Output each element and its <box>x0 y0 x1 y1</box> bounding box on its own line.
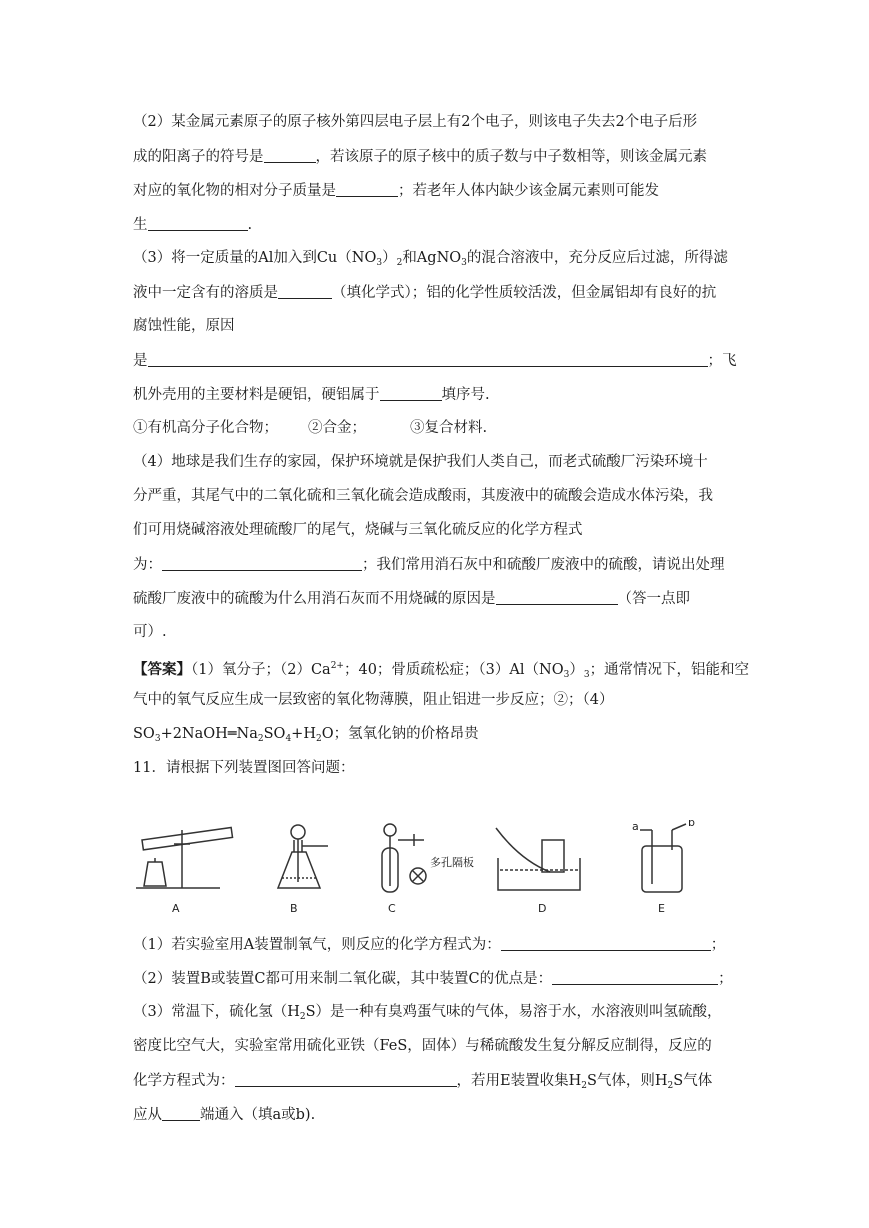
q11-text: （3）常温下，硫化氢（H <box>133 1004 300 1020</box>
q4-text: 硫酸厂废液中的硫酸为什么用消石灰而不用烧碱的原因是 <box>133 591 496 607</box>
q2-text: （2）某金属元素原子的原子核外第四层电子层上有2个电子，则该电子失去2个电子后形 <box>133 114 698 130</box>
apparatus-a-tube <box>142 827 233 849</box>
q4-line-5 <box>133 588 690 609</box>
answer-blank[interactable] <box>235 1070 457 1087</box>
answer-blank[interactable] <box>278 282 332 299</box>
answer-blank[interactable] <box>336 180 398 197</box>
q2-text: 成的阳离子的符号是 <box>133 149 264 165</box>
subscript: 3 <box>154 734 161 744</box>
answer-line-3 <box>133 724 479 749</box>
q4-text: ；我们常用消石灰中和硫酸厂废液中的硫酸，请说出处理 <box>362 557 725 573</box>
fig-label-c: C <box>388 902 396 915</box>
option-3: ③复合材料. <box>410 420 488 436</box>
subscript: 2 <box>667 1081 674 1091</box>
fig-c-text: 多孔隔板 <box>430 856 474 869</box>
answer-text: O；氢氧化钠的价格昂贵 <box>321 726 479 742</box>
q4-text: 可）. <box>133 624 167 640</box>
q11-sub-3-line-1 <box>133 1002 722 1027</box>
answer-text: +2NaOH═Na <box>160 726 258 742</box>
option-1: ①有机高分子化合物； <box>133 420 278 436</box>
answer-text: 气中的氧气反应生成一层致密的氧化物薄膜，阻止铝进一步反应；②；（4） <box>133 692 614 708</box>
q3-text: ） <box>382 250 397 266</box>
q11-sub-3-line-2 <box>133 1036 712 1056</box>
q11-text: ； <box>718 971 733 987</box>
q2-line-3 <box>133 180 659 201</box>
q11-text: S气体，则H <box>586 1073 668 1089</box>
fig-label-a: A <box>172 902 180 915</box>
q4-line-2 <box>133 486 713 506</box>
q11-sub-1 <box>133 934 725 955</box>
q11-title <box>133 758 354 778</box>
apparatus-figure <box>130 820 750 920</box>
apparatus-c-funnel <box>384 824 396 836</box>
answer-blank[interactable] <box>380 384 442 401</box>
q4-line-4 <box>133 554 725 575</box>
q3-text: （3）将一定质量的Al加入到Cu（NO <box>133 250 377 266</box>
q11-text: 化学方程式为： <box>133 1073 235 1089</box>
q2-text: 生 <box>133 217 148 233</box>
fig-label-d: D <box>538 902 547 915</box>
answer-text: ；40；骨质疏松症；（3）Al（NO <box>343 662 564 678</box>
answer-label: 【答案】 <box>133 661 191 678</box>
q3-text: 液中一定含有的溶质是 <box>133 285 278 301</box>
q4-text: 为： <box>133 557 162 573</box>
q2-line-4 <box>133 214 252 235</box>
q11-text: （2）装置B或装置C都可用来制二氧化碳，其中装置C的优点是： <box>133 971 553 987</box>
q11-sub-3-line-4 <box>133 1104 315 1125</box>
q4-line-3 <box>133 520 583 540</box>
apparatus-b-flask <box>278 852 320 888</box>
answer-line-2 <box>133 690 613 710</box>
q11-text: ； <box>710 937 726 953</box>
q11-text: S）是一种有臭鸡蛋气味的气体，易溶于水，水溶液则叫氢硫酸， <box>305 1004 722 1020</box>
fig-label-b: B <box>290 902 298 915</box>
answer-text: （1）氧分子；（2）Ca <box>191 662 331 678</box>
answer-text: ；通常情况下，铝能和空 <box>589 662 750 678</box>
q3-text: ；飞 <box>707 353 737 369</box>
q3-text: 和AgNO <box>402 250 462 266</box>
subscript: 3 <box>563 670 570 680</box>
subscript: 2 <box>396 258 403 268</box>
answer-text: +H <box>291 726 316 742</box>
q2-line-2 <box>133 146 707 167</box>
option-2: ②合金； <box>308 420 366 436</box>
q11-text: 端通入（填a或b). <box>200 1107 316 1123</box>
q4-line-1 <box>133 452 708 472</box>
q11-text: 密度比空气大，实验室常用硫化亚铁（FeS，固体）与稀硫酸发生复分解反应制得，反应的 <box>133 1038 712 1054</box>
q3-line-4 <box>133 350 737 371</box>
q3-line-2 <box>133 282 716 303</box>
q2-text: 对应的氧化物的相对分子质量是 <box>133 183 336 199</box>
q11-text: （1）若实验室用A装置制氧气，则反应的化学方程式为： <box>133 937 501 953</box>
q2-text: . <box>247 217 253 233</box>
apparatus-a-lamp <box>144 862 166 886</box>
apparatus-diagram <box>130 820 750 920</box>
q3-text: 填序号. <box>441 387 490 403</box>
q3-line-3 <box>133 316 235 336</box>
q11-title-text: 11．请根据下列装置图回答问题： <box>133 760 355 776</box>
q11-text: S气体 <box>673 1073 713 1089</box>
subscript: 4 <box>285 734 292 744</box>
fig-e-label-a: a <box>632 820 639 833</box>
q3-text: 是 <box>133 353 148 369</box>
subscript: 3 <box>583 670 590 680</box>
subscript: 2 <box>581 1081 587 1091</box>
answer-blank[interactable] <box>148 350 708 367</box>
subscript: 2 <box>315 734 322 744</box>
q4-text: （4）地球是我们生存的家园，保护环境就是保护我们人类自己，而老式硫酸厂污染环境十 <box>133 454 708 470</box>
fig-label-e: E <box>658 902 665 915</box>
q4-line-6 <box>133 622 167 642</box>
q11-sub-2 <box>133 968 733 989</box>
q3-text: 机外壳用的主要材料是硬铝，硬铝属于 <box>133 387 380 403</box>
subscript: 3 <box>461 258 467 268</box>
answer-blank[interactable] <box>162 554 362 571</box>
q3-text: 的混合溶液中，充分反应后过滤，所得滤 <box>466 250 728 266</box>
answer-blank[interactable] <box>496 588 618 605</box>
subscript: 3 <box>376 258 383 268</box>
q11-sub-3-line-3 <box>133 1070 712 1096</box>
answer-blank[interactable] <box>162 1104 200 1121</box>
q3-line-1 <box>133 248 728 273</box>
apparatus-e-inlet-b <box>672 824 686 830</box>
answer-blank[interactable] <box>264 146 316 163</box>
apparatus-b-funnel <box>291 825 305 839</box>
q4-text: （答一点即 <box>617 591 690 607</box>
q4-text: 分严重，其尾气中的二氧化硫和三氧化硫会造成酸雨，其废液中的硫酸会造成水体污染，我 <box>133 488 713 504</box>
fig-e-label-b: b <box>688 820 695 829</box>
apparatus-d-trough <box>498 858 580 890</box>
answer-text: ） <box>569 662 584 678</box>
q3-text: （填化学式）；铝的化学性质较活泼，但金属铝却有良好的抗 <box>332 285 717 301</box>
subscript: 2 <box>299 1012 306 1022</box>
superscript: 2+ <box>330 661 344 671</box>
q3-options <box>133 418 487 438</box>
answer-blank[interactable] <box>501 934 711 951</box>
q3-line-5 <box>133 384 490 405</box>
answer-blank[interactable] <box>552 968 718 985</box>
q2-text: ；若老年人体内缺少该金属元素则可能发 <box>398 183 659 199</box>
apparatus-d-bottle <box>542 840 564 872</box>
apparatus-e-bottle <box>642 846 682 892</box>
answer-line-1 <box>133 656 749 685</box>
q4-text: 们可用烧碱溶液处理硫酸厂的尾气，烧碱与三氧化硫反应的化学方程式 <box>133 522 583 538</box>
subscript: 2 <box>257 734 264 744</box>
q3-text: 腐蚀性能，原因 <box>133 318 235 334</box>
answer-text: SO <box>133 726 155 742</box>
q11-text: ，若用E装置收集H <box>456 1073 582 1089</box>
q2-line-1 <box>133 112 697 132</box>
q11-text: 应从 <box>133 1107 162 1123</box>
answer-text: SO <box>263 726 286 742</box>
answer-blank[interactable] <box>148 214 248 231</box>
q2-text: ，若该原子的原子核中的质子数与中子数相等，则该金属元素 <box>315 149 707 165</box>
